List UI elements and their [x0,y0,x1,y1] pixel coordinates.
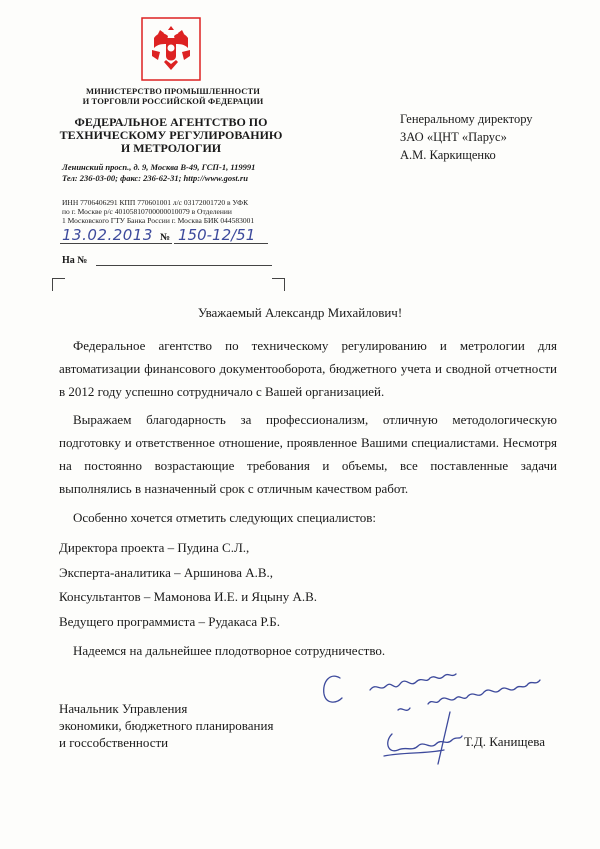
ministry-name [68,86,278,106]
ministry-line-2: И ТОРГОВЛИ РОССИЙСКОЙ ФЕДЕРАЦИИ [82,96,264,106]
reply-to-label: На № [62,255,88,266]
address-line-2: Тел: 236-03-00; факс: 236-62-31; http://www.gost.ru [62,172,248,183]
recipient-company: ЗАО «ЦНТ «Парус» [400,130,507,144]
address-line-1: Ленинский просп., д. 9, Москва В-49, ГСП-1, 119991 [62,162,256,172]
signatory-title-line-3: и госсобственности [59,735,169,750]
recipient-position: Генеральному директору [400,112,533,126]
specialist-item: Консультантов – Мамонова И.Е. и Яцыну А.В. [59,589,318,604]
specialist-item: Директора проекта – Пудина С.Л., [59,540,250,555]
paragraph-2: Выражаем благодарность за профессионализм, отличную методологическую подготовку и ответственное отношение, проявленное Вашими специалистами. Несмотря на постоянно возрастающие требования и объемы, все поставленные задачи выполнялись в назначенный срок с отличным качеством работ. [59,412,557,496]
paragraph-1: Федеральное агентство по техническому регулированию и метрологии для автоматизации финансового документооборота, бюджетного учета и сводной отчетности в 2012 году успешно сотрудничало с Вашей организацией. [59,338,557,399]
address-corner-right [272,278,285,291]
registration-number: 150-12/51 [178,226,256,244]
number-underline [174,242,268,244]
bank-line-1: ИНН 7706406291 КПП 770601001 л/с 03172001720 в УФК [62,198,249,207]
reply-to-underline [96,264,272,266]
number-sign: № [160,232,171,243]
bank-details [62,198,254,225]
signatory-title-line-1: Начальник Управления [59,701,188,716]
specialist-item: Эксперта-аналитика – Аршинова А.В., [59,565,274,580]
agency-line-1: ФЕДЕРАЛЬНОЕ АГЕНТСТВО ПО [74,115,268,129]
paragraph-3: Особенно хочется отметить следующих специалистов: [73,510,377,525]
signatory-title-line-2: экономики, бюджетного планирования [59,718,274,733]
recipient-name: А.М. Каркищенко [400,148,496,162]
agency-address [62,162,255,183]
ministry-line-1: МИНИСТЕРСТВО ПРОМЫШЛЕННОСТИ [86,86,260,96]
signatory-title [59,700,273,751]
agency-name [55,116,287,155]
recipient-block [400,110,533,164]
specialist-item: Ведущего программиста – Рудакаса Р.Б. [59,614,280,629]
address-corner-left [52,278,65,291]
closing-line: Надеемся на дальнейшее плодотворное сотрудничество. [73,643,386,658]
date-underline [60,242,172,244]
bank-line-3: 1 Московского ГТУ Банка России г. Москва БИК 044583001 [62,216,255,225]
handwritten-signature [300,660,590,780]
coat-of-arms-icon [140,16,202,82]
signatory-name: Т.Д. Канищева [464,734,545,749]
letter-greeting: Уважаемый Александр Михайлович! [197,305,403,320]
bank-line-2: по г. Москве р/с 40105810700000010079 в Отделении [62,207,232,216]
agency-line-2: ТЕХНИЧЕСКОМУ РЕГУЛИРОВАНИЮ [59,128,283,142]
registration-date: 13.02.2013 [62,226,153,244]
agency-line-3: И МЕТРОЛОГИИ [120,141,222,155]
